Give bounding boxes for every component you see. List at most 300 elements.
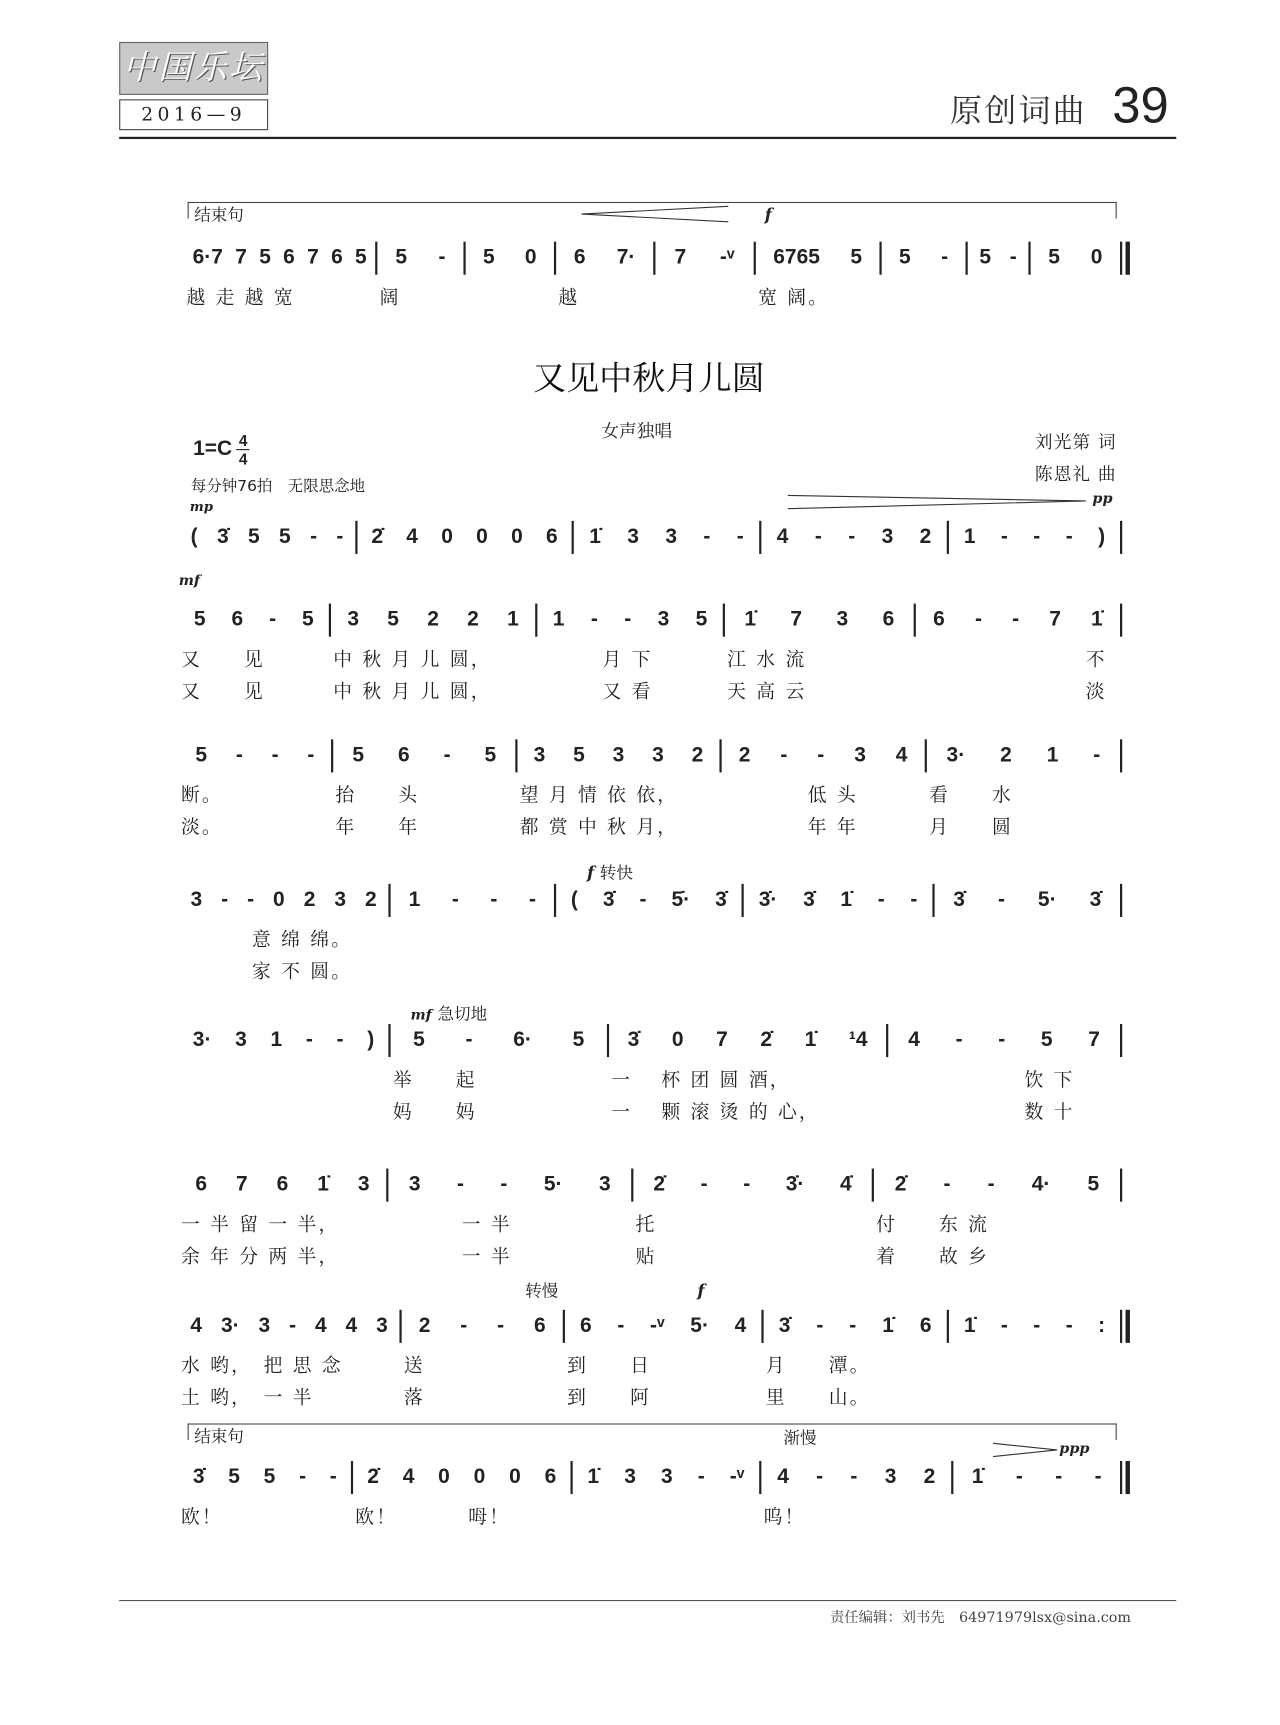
note: 1 — [270, 1028, 283, 1052]
note: - — [456, 1172, 464, 1197]
note: 4· — [1031, 1172, 1051, 1197]
note: - — [1055, 1465, 1063, 1489]
note: 5 — [413, 1028, 425, 1052]
measure — [764, 523, 945, 552]
note: 1 — [552, 608, 565, 632]
lyric: 看 水 — [929, 784, 1013, 807]
measure — [951, 1312, 1118, 1341]
measure — [558, 244, 651, 273]
note: - — [849, 1314, 857, 1338]
note: - — [910, 888, 918, 912]
lyric: 宽 阔。 — [758, 286, 830, 309]
note: 1̇ — [587, 1465, 600, 1489]
barline — [607, 1024, 609, 1057]
note: 3̇· — [758, 888, 778, 912]
note: - — [438, 246, 446, 270]
note: 2̇ — [760, 1028, 773, 1052]
note: 1̇ — [1091, 608, 1103, 632]
barline — [1120, 1024, 1122, 1057]
note: 6 — [276, 1172, 289, 1197]
measure — [884, 244, 963, 273]
key: 1=C — [193, 437, 233, 461]
measure — [658, 244, 752, 273]
expression-urgent — [410, 1002, 487, 1025]
note: - — [271, 743, 279, 767]
note: - — [816, 1465, 824, 1489]
lyric: 付 东 流 — [876, 1213, 990, 1236]
measure — [611, 1026, 884, 1055]
note: 6 — [919, 1314, 932, 1338]
measure — [558, 886, 739, 915]
note: - — [305, 1028, 313, 1052]
final-barline — [1126, 1461, 1130, 1494]
measure — [724, 742, 923, 771]
note: - — [1012, 608, 1020, 632]
barline — [947, 521, 949, 554]
note: 7 — [307, 246, 319, 270]
barline — [331, 739, 333, 772]
lyric: 江 水 流 — [727, 648, 807, 671]
lyric: 到 阿 — [567, 1387, 652, 1410]
measure — [918, 606, 1118, 635]
measure — [764, 1463, 949, 1492]
note: 2 — [738, 743, 751, 767]
note: 2̇ — [371, 525, 384, 549]
measure — [181, 606, 327, 635]
note: 5 — [301, 608, 314, 632]
note: 7 — [716, 1028, 728, 1052]
lyric: 不 — [918, 648, 1107, 671]
note: 0 — [509, 1465, 521, 1489]
issue-date: 2016—9 — [119, 99, 268, 130]
measure — [186, 244, 372, 273]
note: - — [1000, 1314, 1008, 1338]
note: 1̇ — [840, 888, 853, 912]
lyric: 中 秋 月 儿 圆， — [333, 648, 492, 671]
note: 7 — [674, 246, 687, 270]
note: 1 — [963, 525, 976, 549]
lyric: 越 — [558, 286, 580, 309]
note: 4 — [908, 1028, 920, 1052]
barline — [1120, 521, 1122, 554]
lyric: 月 潭。 — [765, 1355, 871, 1378]
barline — [914, 604, 916, 637]
note: 0 — [476, 525, 488, 549]
note: 6 — [933, 608, 945, 632]
note: 5 — [352, 743, 365, 767]
note: - — [500, 1172, 508, 1197]
lyric: 中 秋 月 儿 圆， — [333, 680, 492, 703]
lyric: 淡 — [918, 680, 1107, 703]
note: - — [460, 1314, 468, 1338]
barline — [1120, 604, 1122, 637]
lyric: 着 故 乡 — [876, 1245, 990, 1268]
note: 4 — [190, 1314, 203, 1338]
measure — [181, 1463, 349, 1492]
note: 3 — [357, 1172, 370, 1197]
note: - — [443, 743, 451, 767]
note: 5 — [899, 246, 911, 270]
dynamic-mf: mf — [410, 1007, 432, 1025]
measure — [576, 523, 757, 552]
note: 3 — [884, 1465, 897, 1489]
note: 3̇ — [1089, 888, 1102, 912]
note: - — [307, 743, 315, 767]
note: - — [850, 1465, 858, 1489]
note: 0 — [273, 888, 285, 912]
measure — [567, 1312, 759, 1341]
note: 3 — [836, 608, 849, 632]
tempo-marking: 每分钟76拍 无限思念地 — [190, 477, 366, 496]
note: 4 — [314, 1314, 327, 1338]
measure — [335, 742, 513, 771]
final-barline — [1126, 1310, 1130, 1343]
barline — [329, 604, 331, 637]
barline — [742, 884, 744, 917]
time-top: 4 — [238, 431, 248, 450]
note: - — [1033, 525, 1041, 549]
header-rule — [119, 137, 1176, 139]
dynamic-mp: mp — [189, 498, 214, 515]
note: - — [235, 743, 243, 767]
note: ) — [1098, 525, 1106, 549]
note: 3̇ — [627, 1028, 640, 1052]
note: 3̇ — [715, 888, 727, 912]
note: -ᵛ — [650, 1314, 665, 1338]
note: - — [941, 246, 949, 270]
note: 3 — [235, 1028, 247, 1052]
note: - — [780, 743, 788, 767]
lyric: 又 见 — [180, 648, 265, 671]
barline — [631, 1169, 633, 1202]
note: 2 — [418, 1314, 431, 1338]
barline — [925, 739, 927, 772]
note: 5 — [195, 743, 208, 767]
lyric: 天 高 云 — [727, 680, 807, 703]
lyric: 淡。 — [180, 816, 223, 839]
note: 6 — [195, 1172, 208, 1197]
note: 5 — [695, 608, 708, 632]
note: 6 — [544, 1465, 557, 1489]
note: ( — [570, 888, 578, 912]
tempo-change-fast — [587, 861, 633, 884]
note: 5 — [263, 1465, 276, 1489]
note: 3· — [220, 1314, 240, 1338]
note: 3̇ — [803, 888, 815, 912]
note: 6765 — [773, 246, 820, 270]
note: 5 — [484, 743, 497, 767]
note: - — [451, 888, 459, 912]
lyric: 抬 头 — [335, 784, 420, 807]
lyric: 又 见 — [180, 680, 265, 703]
measure — [727, 606, 911, 635]
note: 6 — [573, 246, 586, 270]
page-number: 39 — [1112, 76, 1169, 134]
note: ¹4 — [848, 1028, 868, 1052]
barline — [754, 242, 756, 275]
note: 3̇ — [602, 888, 615, 912]
barline — [375, 242, 377, 275]
fast-label: 转快 — [599, 862, 633, 883]
note: 3 — [652, 743, 664, 767]
note: - — [1093, 743, 1101, 767]
note: 5 — [228, 1465, 240, 1489]
note: 3̇ — [216, 525, 229, 549]
note: - — [617, 1314, 625, 1338]
measure — [929, 742, 1118, 771]
note: 5 — [193, 608, 206, 632]
note: - — [336, 525, 344, 549]
note: 7 — [1088, 1028, 1100, 1052]
note: 5 — [259, 246, 271, 270]
measure — [404, 1312, 561, 1341]
barline — [570, 1461, 572, 1494]
lyric: 望 月 情 依 依， — [519, 784, 679, 807]
note: 7· — [616, 246, 636, 270]
lyric: 阔 — [379, 286, 401, 309]
note: 4 — [734, 1314, 747, 1338]
note: - — [465, 1028, 473, 1052]
note: - — [703, 525, 711, 549]
note: 3 — [376, 1314, 388, 1338]
lyric: 数 十 — [890, 1101, 1075, 1124]
note: 4 — [776, 525, 789, 549]
barline — [535, 604, 537, 637]
note: - — [590, 608, 598, 632]
note: 5 — [1040, 1028, 1053, 1052]
note: - — [998, 1028, 1006, 1052]
note: - — [247, 888, 255, 912]
note: - — [490, 888, 498, 912]
note: 5 — [1087, 1172, 1100, 1197]
note: 7 — [236, 1172, 248, 1197]
barline — [947, 1310, 949, 1343]
lyric: 举 起 — [392, 1069, 477, 1092]
barline — [572, 521, 574, 554]
note: 3 — [854, 743, 866, 767]
barline — [951, 1461, 953, 1494]
measure — [355, 1463, 568, 1492]
note: 1̇ — [804, 1028, 817, 1052]
barline — [1120, 1461, 1122, 1494]
note: 5 — [572, 1028, 585, 1052]
measure — [181, 523, 353, 552]
note: 6· — [513, 1028, 532, 1052]
measure — [393, 1026, 605, 1055]
decrescendo-wedge — [991, 1441, 1059, 1461]
note: 2 — [427, 608, 439, 632]
note: 4 — [406, 525, 418, 549]
note: 3· — [192, 1028, 212, 1052]
note: 3̇ — [192, 1465, 205, 1489]
barline — [761, 1310, 763, 1343]
note: - — [987, 1172, 995, 1197]
lyric: 意 绵 绵。 — [180, 929, 353, 952]
note: 5 — [279, 525, 291, 549]
dynamic-ppp: ppp — [1059, 1441, 1090, 1458]
barline — [554, 242, 556, 275]
barline — [723, 604, 725, 637]
note: - — [1000, 525, 1008, 549]
barline — [653, 242, 655, 275]
note: 5 — [482, 246, 495, 270]
note: - — [310, 525, 318, 549]
note: 4̇ — [840, 1172, 852, 1197]
note: -ᵛ — [729, 1465, 745, 1489]
note: - — [697, 1465, 705, 1489]
note: - — [736, 525, 744, 549]
barline — [759, 1461, 761, 1494]
note: - — [336, 1028, 344, 1052]
barline — [1120, 739, 1122, 772]
measure — [520, 742, 718, 771]
note: 6·7 — [192, 246, 223, 270]
note: 5· — [1037, 888, 1057, 912]
key-signature — [193, 433, 250, 467]
note: - — [1094, 1465, 1102, 1489]
note: 7 — [1049, 608, 1061, 632]
note: 3 — [660, 1465, 673, 1489]
lyric: 一 杯 团 圆 酒， — [611, 1069, 791, 1092]
dynamic-pp: pp — [1092, 491, 1113, 508]
measure — [937, 886, 1118, 915]
note: 5 — [355, 246, 367, 270]
ending-bracket — [188, 1423, 1117, 1440]
note: 5· — [690, 1314, 709, 1338]
note: 1̇ — [963, 1314, 976, 1338]
dynamic-f: f — [764, 205, 772, 226]
note: 7 — [790, 608, 803, 632]
note: 2̇ — [653, 1172, 666, 1197]
note: - — [817, 743, 825, 767]
barline — [879, 242, 881, 275]
note: 4 — [777, 1465, 789, 1489]
time-bottom: 4 — [238, 450, 248, 468]
barline — [872, 1169, 874, 1202]
lyric: 土 哟， 一 半 — [180, 1387, 314, 1410]
note: - — [814, 525, 822, 549]
note: 3̇ — [953, 888, 965, 912]
note: - — [943, 1172, 951, 1197]
note: - — [1009, 246, 1017, 270]
measure — [393, 886, 552, 915]
note: - — [639, 888, 647, 912]
note: 1̇ — [882, 1314, 894, 1338]
note: 2 — [923, 1465, 936, 1489]
note: 6 — [231, 608, 244, 632]
note: 2 — [1000, 743, 1012, 767]
barline — [1120, 1169, 1122, 1202]
lyric: 落 — [403, 1387, 425, 1410]
note: 3̇· — [785, 1172, 805, 1197]
lyric: 一 半 留 一 半， — [180, 1213, 340, 1236]
barline — [563, 1310, 565, 1343]
measure — [876, 1171, 1118, 1200]
measure — [181, 1026, 386, 1055]
note: - — [877, 888, 885, 912]
note: - — [269, 608, 277, 632]
lyric: 低 头 — [723, 784, 858, 807]
note: 5 — [248, 525, 260, 549]
note: ( — [190, 525, 198, 549]
measure — [360, 523, 570, 552]
barline — [966, 242, 968, 275]
lyric: 饮 下 — [890, 1069, 1075, 1092]
lyric: 一 半 — [390, 1213, 512, 1236]
note: - — [1065, 525, 1073, 549]
dynamic-f: f — [697, 1281, 705, 1301]
note: 2̇ — [367, 1465, 379, 1489]
note: 2̇ — [894, 1172, 907, 1197]
note: - — [1015, 1465, 1023, 1489]
note: 6 — [580, 1314, 592, 1338]
lyric: 欧！ — [180, 1506, 223, 1529]
note: 0 — [473, 1465, 486, 1489]
note: 5· — [543, 1172, 563, 1197]
measure — [181, 742, 329, 771]
measure — [391, 1171, 629, 1200]
note: 2 — [691, 743, 704, 767]
note: -ᵛ — [719, 246, 735, 270]
measure — [575, 1463, 757, 1492]
note: - — [1065, 1314, 1073, 1338]
note: - — [497, 1314, 505, 1338]
note: 3 — [627, 525, 639, 549]
note: 5 — [573, 743, 585, 767]
note: 0 — [1090, 246, 1103, 270]
note: 0 — [441, 525, 453, 549]
lyric: 月 圆 — [929, 816, 1013, 839]
note: - — [221, 888, 229, 912]
ending-label: 结束句 — [194, 1426, 244, 1447]
barline — [554, 884, 556, 917]
note: 5̇· — [671, 888, 691, 912]
measure — [333, 606, 533, 635]
time-signature — [237, 433, 250, 467]
barline — [759, 521, 761, 554]
note: 6 — [882, 608, 895, 632]
ritardando-label: 渐慢 — [783, 1427, 817, 1448]
note: - — [1033, 1314, 1041, 1338]
barline — [355, 521, 357, 554]
note: 3 — [258, 1314, 271, 1338]
footer-rule — [119, 1600, 1176, 1601]
measure — [766, 1312, 945, 1341]
note: - — [743, 1172, 751, 1197]
note: 3· — [946, 743, 966, 767]
note: 3 — [533, 743, 546, 767]
barline — [388, 1024, 390, 1057]
dynamic-f: f — [587, 862, 595, 883]
lyric: 水 哟， 把 思 念 — [180, 1355, 343, 1378]
note: 1 — [408, 888, 421, 912]
barline — [1120, 884, 1122, 917]
lyric: 一 颗 滚 烫 的 心， — [611, 1101, 820, 1124]
measure — [956, 1463, 1118, 1492]
decrescendo-wedge — [579, 204, 733, 224]
measure — [540, 606, 721, 635]
note: 0 — [524, 246, 537, 270]
note: 6 — [331, 246, 343, 270]
note: 6 — [533, 1314, 546, 1338]
note: 3 — [881, 525, 894, 549]
tempo-change-slow: 转慢 — [525, 1281, 559, 1301]
measure — [380, 244, 462, 273]
measure — [1033, 244, 1118, 273]
note: 1̇ — [971, 1465, 984, 1489]
song-title: 又见中秋月儿圆 — [532, 359, 765, 399]
note: 3 — [657, 608, 670, 632]
